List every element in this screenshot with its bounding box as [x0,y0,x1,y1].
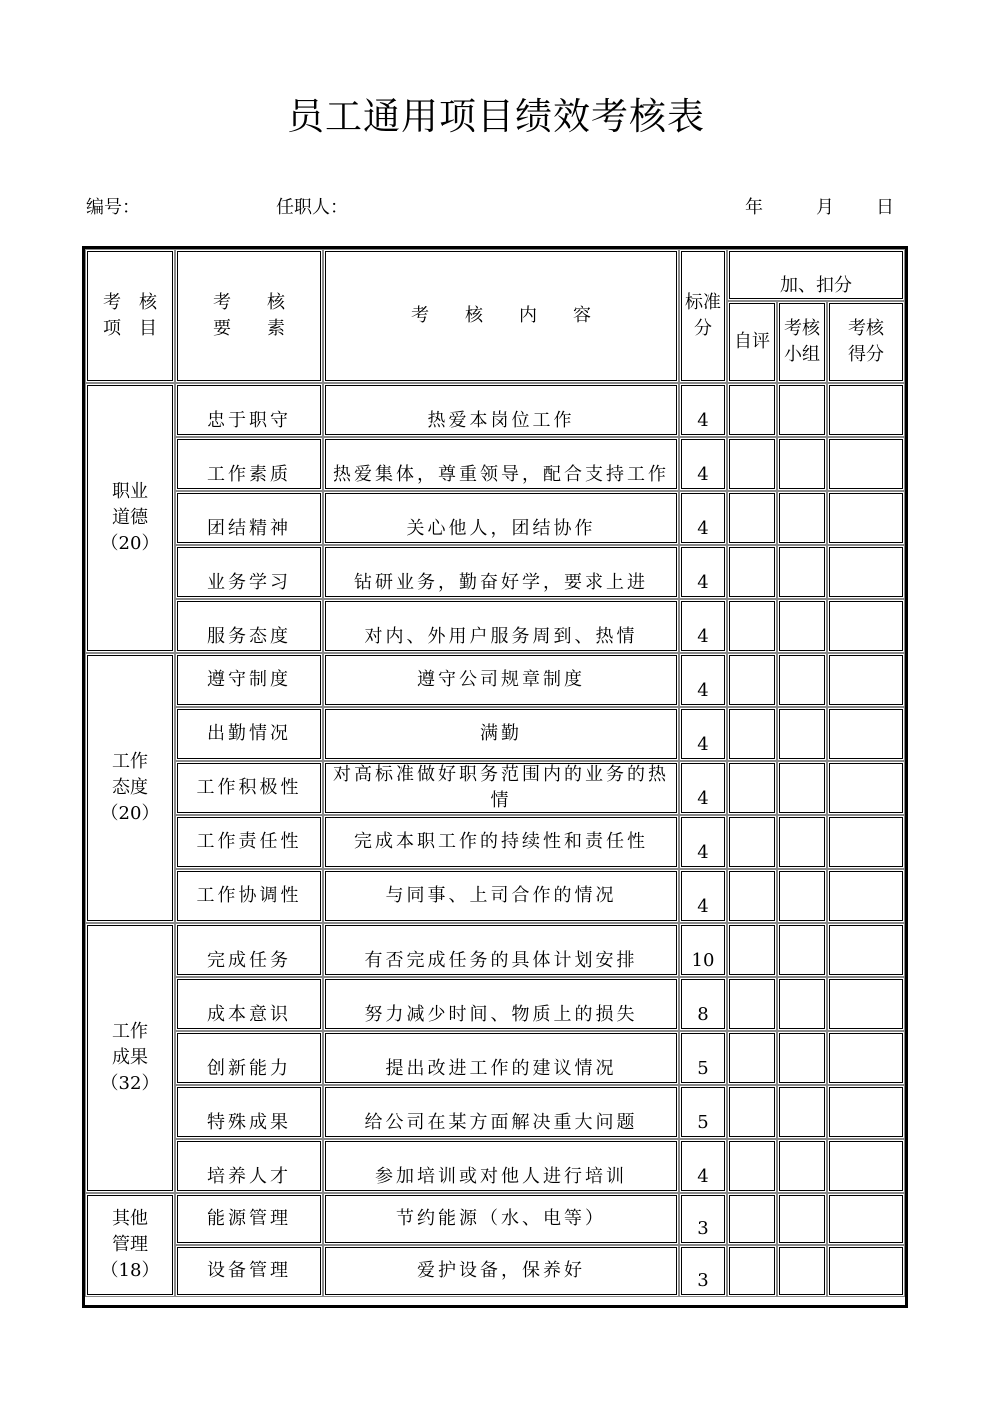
group-eval-input[interactable] [777,383,827,437]
number-label: 编号： [86,197,140,218]
element-cell [175,1031,323,1085]
row-element: 忠于职守 [207,410,291,431]
row-standard-score: 4 [697,842,709,863]
content-cell [323,1245,679,1297]
self-eval-input[interactable] [727,437,777,491]
element-cell [175,383,323,437]
element-cell [175,761,323,815]
row-element: 能源管理 [207,1208,291,1229]
row-content: 提出改进工作的建议情况 [385,1058,617,1079]
category-name-line: （18） [100,1260,160,1281]
group-eval-input[interactable] [777,1193,827,1245]
content-cell [323,815,679,869]
final-score-input[interactable] [827,869,905,923]
month-label: 月 [816,197,834,218]
standard-score-cell [679,977,727,1031]
final-score-input[interactable] [827,545,905,599]
category-name-line: （32） [100,1073,160,1094]
self-eval-input[interactable] [727,815,777,869]
element-cell [175,815,323,869]
header-content-label: 考 核 内 容 [411,305,591,326]
group-eval-input[interactable] [777,869,827,923]
final-score-input[interactable] [827,923,905,977]
row-content: 爱护设备，保养好 [417,1260,585,1281]
row-standard-score: 4 [697,464,709,485]
row-content: 钻研业务，勤奋好学，要求上进 [354,572,648,593]
element-cell [175,1085,323,1139]
group-eval-input[interactable] [777,491,827,545]
content-cell [323,599,679,653]
row-standard-score: 4 [697,788,709,809]
row-element: 完成任务 [207,950,291,971]
element-cell [175,1245,323,1297]
row-element: 工作协调性 [196,885,302,906]
element-cell [175,707,323,761]
row-element: 工作素质 [207,464,291,485]
standard-score-cell [679,815,727,869]
standard-score-cell [679,1085,727,1139]
row-element: 特殊成果 [207,1112,291,1133]
row-content: 热爱集体，尊重领导，配合支持工作 [333,464,669,485]
row-element: 培养人才 [207,1166,291,1187]
row-content: 有否完成任务的具体计划安排 [364,950,638,971]
group-eval-input[interactable] [777,1139,827,1193]
content-cell [323,1139,679,1193]
category-name-line: （20） [100,533,160,554]
category-cell [85,653,175,923]
element-cell [175,1139,323,1193]
final-score-input[interactable] [827,977,905,1031]
final-score-input[interactable] [827,1245,905,1297]
element-cell [175,1193,323,1245]
group-eval-input[interactable] [777,545,827,599]
group-eval-input[interactable] [777,815,827,869]
row-content: 参加培训或对他人进行培训 [375,1166,627,1187]
category-cell [85,383,175,653]
group-eval-input[interactable] [777,761,827,815]
header-element-line: 要 素 [213,318,285,339]
category-name-line: 道德 [112,507,148,528]
group-eval-input[interactable] [777,1245,827,1297]
content-cell [323,1031,679,1085]
standard-score-cell [679,599,727,653]
self-eval-input[interactable] [727,383,777,437]
assessment-table [82,246,908,1308]
element-cell [175,491,323,545]
header-score [827,301,905,383]
content-cell [323,383,679,437]
row-standard-score: 5 [697,1112,709,1133]
row-standard-score: 4 [697,518,709,539]
self-eval-input[interactable] [727,545,777,599]
row-content: 关心他人，团结协作 [406,518,596,539]
standard-score-cell [679,1031,727,1085]
row-content: 与同事、上司合作的情况 [385,885,617,906]
row-standard-score: 3 [697,1270,709,1291]
element-cell [175,653,323,707]
row-content: 对高标准做好职务范围内的业务的热情 [333,764,669,811]
form-title: 员工通用项目绩效考核表 [287,95,705,138]
row-standard-score: 3 [697,1218,709,1239]
content-cell [323,545,679,599]
group-eval-input[interactable] [777,437,827,491]
category-cell [85,923,175,1193]
standard-score-cell [679,1245,727,1297]
standard-score-cell [679,1139,727,1193]
group-eval-input[interactable] [777,707,827,761]
final-score-input[interactable] [827,761,905,815]
self-eval-input[interactable] [727,599,777,653]
header-item-line: 项 目 [103,318,157,339]
row-content: 满勤 [480,723,522,744]
row-element: 团结精神 [207,518,291,539]
group-eval-input[interactable] [777,977,827,1031]
standard-score-cell [679,923,727,977]
header-standard [679,249,727,383]
category-name-line: 职业 [112,481,148,502]
group-eval-input[interactable] [777,599,827,653]
header-content [323,249,679,383]
row-content: 热爱本岗位工作 [427,410,575,431]
element-cell [175,977,323,1031]
row-element: 遵守制度 [207,669,291,690]
row-standard-score: 4 [697,734,709,755]
content-cell [323,1085,679,1139]
header-item-line: 考 核 [103,292,157,313]
self-eval-input[interactable] [727,1031,777,1085]
header-standard-line: 分 [694,318,712,339]
row-content: 完成本职工作的持续性和责任性 [354,831,648,852]
header-group-line: 考核 [784,318,820,339]
row-element: 设备管理 [207,1260,291,1281]
category-name-line: （20） [100,803,160,824]
day-label: 日 [876,197,894,218]
standard-score-cell [679,761,727,815]
self-eval-input[interactable] [727,869,777,923]
category-cell [85,1193,175,1297]
final-score-input[interactable] [827,383,905,437]
group-eval-input[interactable] [777,923,827,977]
row-standard-score: 4 [697,572,709,593]
content-cell [323,977,679,1031]
self-eval-input[interactable] [727,1193,777,1245]
group-eval-input[interactable] [777,1031,827,1085]
final-score-input[interactable] [827,599,905,653]
element-cell [175,437,323,491]
element-cell [175,923,323,977]
person-label: 任职人： [276,197,348,218]
content-cell [323,707,679,761]
row-content: 努力减少时间、物质上的损失 [364,1004,638,1025]
content-cell [323,491,679,545]
header-element [175,249,323,383]
row-content: 给公司在某方面解决重大问题 [364,1112,638,1133]
category-name-line: 成果 [112,1047,148,1068]
standard-score-cell [679,383,727,437]
header-item [85,249,175,383]
self-eval-input[interactable] [727,491,777,545]
self-eval-input[interactable] [727,1139,777,1193]
element-cell [175,869,323,923]
row-element: 业务学习 [207,572,291,593]
header-standard-line: 标准 [685,292,721,313]
row-element: 服务态度 [207,626,291,647]
row-element: 工作积极性 [196,777,302,798]
row-standard-score: 4 [697,626,709,647]
category-name-line: 态度 [112,777,148,798]
header-group [777,301,827,383]
standard-score-cell [679,437,727,491]
element-cell [175,545,323,599]
row-content: 节约能源（水、电等） [396,1208,606,1229]
category-name-line: 其他 [112,1208,148,1229]
row-standard-score: 10 [691,950,715,971]
category-name-line: 工作 [112,1021,148,1042]
final-score-input[interactable] [827,653,905,707]
content-cell [323,761,679,815]
row-standard-score: 4 [697,410,709,431]
final-score-input[interactable] [827,707,905,761]
final-score-input[interactable] [827,1193,905,1245]
final-score-input[interactable] [827,491,905,545]
final-score-input[interactable] [827,1031,905,1085]
self-eval-input[interactable] [727,977,777,1031]
header-bonus-label: 加、扣分 [780,275,852,296]
header-self-label: 自评 [734,331,770,352]
standard-score-cell [679,707,727,761]
self-eval-input[interactable] [727,923,777,977]
content-cell [323,437,679,491]
header-bonus [727,249,905,301]
content-cell [323,869,679,923]
standard-score-cell [679,1193,727,1245]
header-element-line: 考 核 [213,292,285,313]
self-eval-input[interactable] [727,1085,777,1139]
row-standard-score: 4 [697,896,709,917]
standard-score-cell [679,545,727,599]
standard-score-cell [679,491,727,545]
row-standard-score: 8 [697,1004,709,1025]
category-name-line: 工作 [112,751,148,772]
standard-score-cell [679,653,727,707]
row-content: 对内、外用户服务周到、热情 [364,626,638,647]
row-element: 创新能力 [207,1058,291,1079]
header-score-line: 得分 [848,344,884,365]
header-self [727,301,777,383]
self-eval-input[interactable] [727,707,777,761]
row-content: 遵守公司规章制度 [417,669,585,690]
self-eval-input[interactable] [727,761,777,815]
final-score-input[interactable] [827,815,905,869]
row-standard-score: 4 [697,1166,709,1187]
group-eval-input[interactable] [777,653,827,707]
row-element: 工作责任性 [196,831,302,852]
header-group-line: 小组 [784,344,820,365]
standard-score-cell [679,869,727,923]
content-cell [323,1193,679,1245]
row-element: 出勤情况 [207,723,291,744]
content-cell [323,923,679,977]
self-eval-input[interactable] [727,653,777,707]
element-cell [175,599,323,653]
year-label: 年 [745,197,763,218]
content-cell [323,653,679,707]
final-score-input[interactable] [827,437,905,491]
group-eval-input[interactable] [777,1085,827,1139]
final-score-input[interactable] [827,1139,905,1193]
header-score-line: 考核 [848,318,884,339]
category-name-line: 管理 [112,1234,148,1255]
row-standard-score: 4 [697,680,709,701]
row-element: 成本意识 [207,1004,291,1025]
row-standard-score: 5 [697,1058,709,1079]
final-score-input[interactable] [827,1085,905,1139]
self-eval-input[interactable] [727,1245,777,1297]
